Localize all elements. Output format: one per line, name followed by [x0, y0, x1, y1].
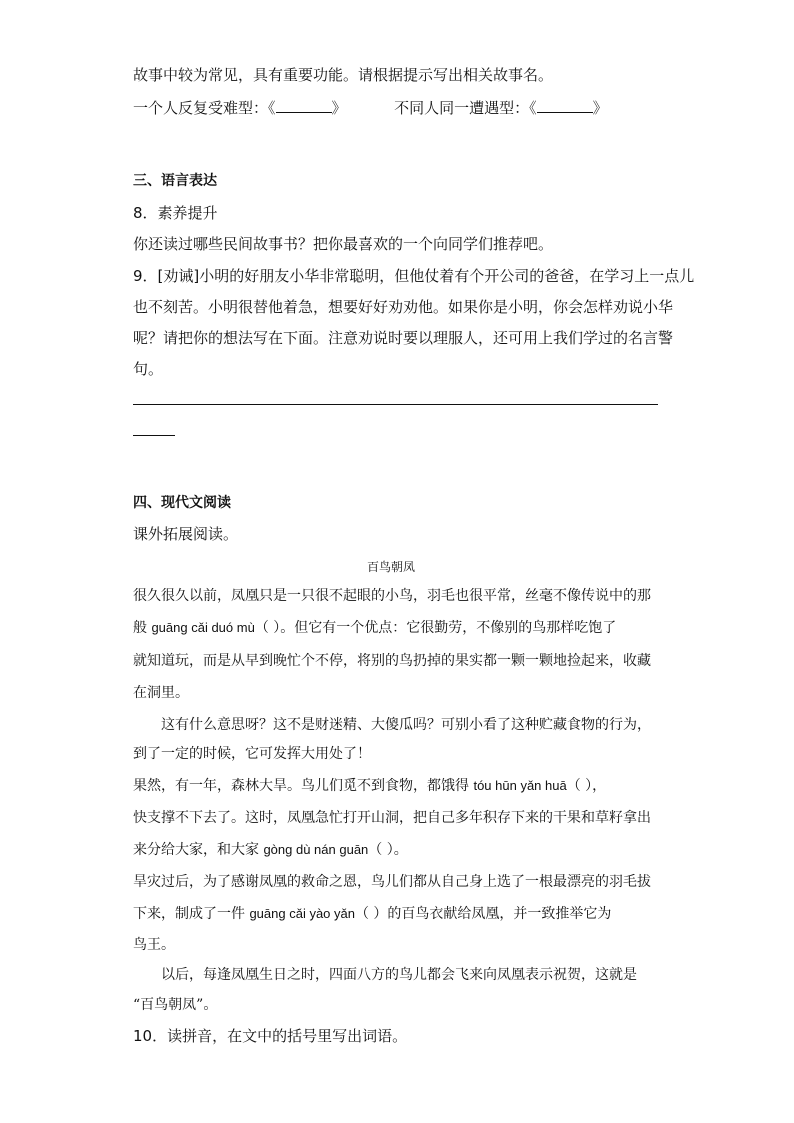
prompt-a-label: 一个人反复受难型：《 — [133, 99, 276, 117]
p1-line-3: 就知道玩，而是从早到晚忙个不停，将别的鸟扔掉的果实都一颗一颗地捡起来，收藏 — [133, 653, 651, 669]
pinyin-4: guāng cǎi yào yǎn — [249, 906, 355, 921]
p4-line-1: 旱灾过后，为了感谢凤凰的救命之恩，鸟儿们都从自己身上选了一根最漂亮的羽毛拔 — [133, 874, 651, 890]
q8-text: 你还读过哪些民间故事书？把你最喜欢的一个向同学们推荐吧。 — [133, 235, 554, 253]
close-bracket-b: 》 — [592, 99, 608, 117]
q7-text: 故事中较为常见，具有重要功能。请根据提示写出相关故事名。 — [133, 66, 554, 84]
q9-line-1: 9．[劝诫]小明的好朋友小华非常聪明，但他仗着有个开公司的爸爸，在学习上一点儿 — [133, 267, 695, 285]
p3-line-1 — [133, 777, 606, 795]
prompt-b-label: 不同人同一遭遇型：《 — [394, 99, 537, 117]
q9-line-2: 也不刻苦。小明很替他着急，想要好好劝劝他。如果你是小明，你会怎样劝说小华 — [133, 298, 674, 316]
p4-line-3: 鸟王。 — [133, 937, 175, 953]
pinyin-3: gòng dù nán guān — [263, 842, 369, 857]
p3-line-1-post: （ ）， — [566, 778, 607, 794]
p2-line-1: 这有什么意思呀？这不是财迷精、大傻瓜吗？可别小看了这种贮藏食物的行为， — [161, 717, 651, 733]
p1-line-4: 在洞里。 — [133, 685, 189, 701]
pinyin-2: tóu hūn yǎn huā — [473, 778, 567, 793]
section4-heading: 四、现代文阅读 — [133, 495, 231, 511]
p3-line-3-pre: 来分给大家，和大家 — [133, 842, 264, 858]
close-bracket-a: 》 — [331, 99, 347, 117]
p1-line-2 — [133, 619, 616, 637]
p4-line-2-pre: 下来，制成了一件 — [133, 906, 250, 922]
q9-line-4: 句。 — [133, 360, 164, 378]
p5-line-2: “百鸟朝凤”。 — [133, 997, 218, 1013]
p4-line-2 — [133, 905, 611, 923]
answer-blank-b[interactable] — [537, 99, 593, 113]
reading-intro: 课外拓展阅读。 — [133, 525, 239, 543]
pinyin-1: guāng cǎi duó mù — [151, 620, 255, 635]
q7-prompts — [133, 99, 608, 117]
p5-line-1: 以后，每逢凤凰生日之时，四面八方的鸟儿都会飞来向凤凰表示祝贺，这就是 — [161, 967, 637, 983]
p1-line-2-post: （ ）。但它有一个优点：它很勤劳，不像别的鸟那样吃饱了 — [254, 620, 617, 636]
answer-line-full[interactable] — [133, 404, 658, 405]
p3-line-2: 快支撑不下去了。这时，凤凰急忙打开山洞，把自己多年积存下来的干果和草籽拿出 — [133, 810, 651, 826]
q10-text: 10．读拼音，在文中的括号里写出词语。 — [133, 1027, 408, 1045]
p4-line-2-post: （ ）的百鸟衣献给凤凰，并一致推举它为 — [354, 906, 612, 922]
q8-title: 8．素养提升 — [133, 204, 218, 222]
answer-blank-a[interactable] — [276, 99, 332, 113]
section3-heading: 三、语言表达 — [133, 173, 217, 189]
p2-line-2: 到了一定的时候，它可发挥大用处了！ — [133, 746, 371, 762]
q9-line-3: 呢？请把你的想法写在下面。注意劝说时要以理服人，还可用上我们学过的名言警 — [133, 329, 674, 347]
answer-line-short[interactable] — [133, 435, 175, 436]
p3-line-3 — [133, 841, 408, 859]
p1-line-2-pre: 般 — [133, 620, 152, 636]
p3-line-1-pre: 果然，有一年，森林大旱。鸟儿们觅不到食物，都饿得 — [133, 778, 474, 794]
p1-line-1: 很久很久以前，凤凰只是一只很不起眼的小鸟，羽毛也很平常，丝毫不像传说中的那 — [133, 588, 651, 604]
p3-line-3-post: （ ）。 — [368, 842, 408, 858]
passage-title: 百鸟朝凤 — [367, 560, 416, 574]
